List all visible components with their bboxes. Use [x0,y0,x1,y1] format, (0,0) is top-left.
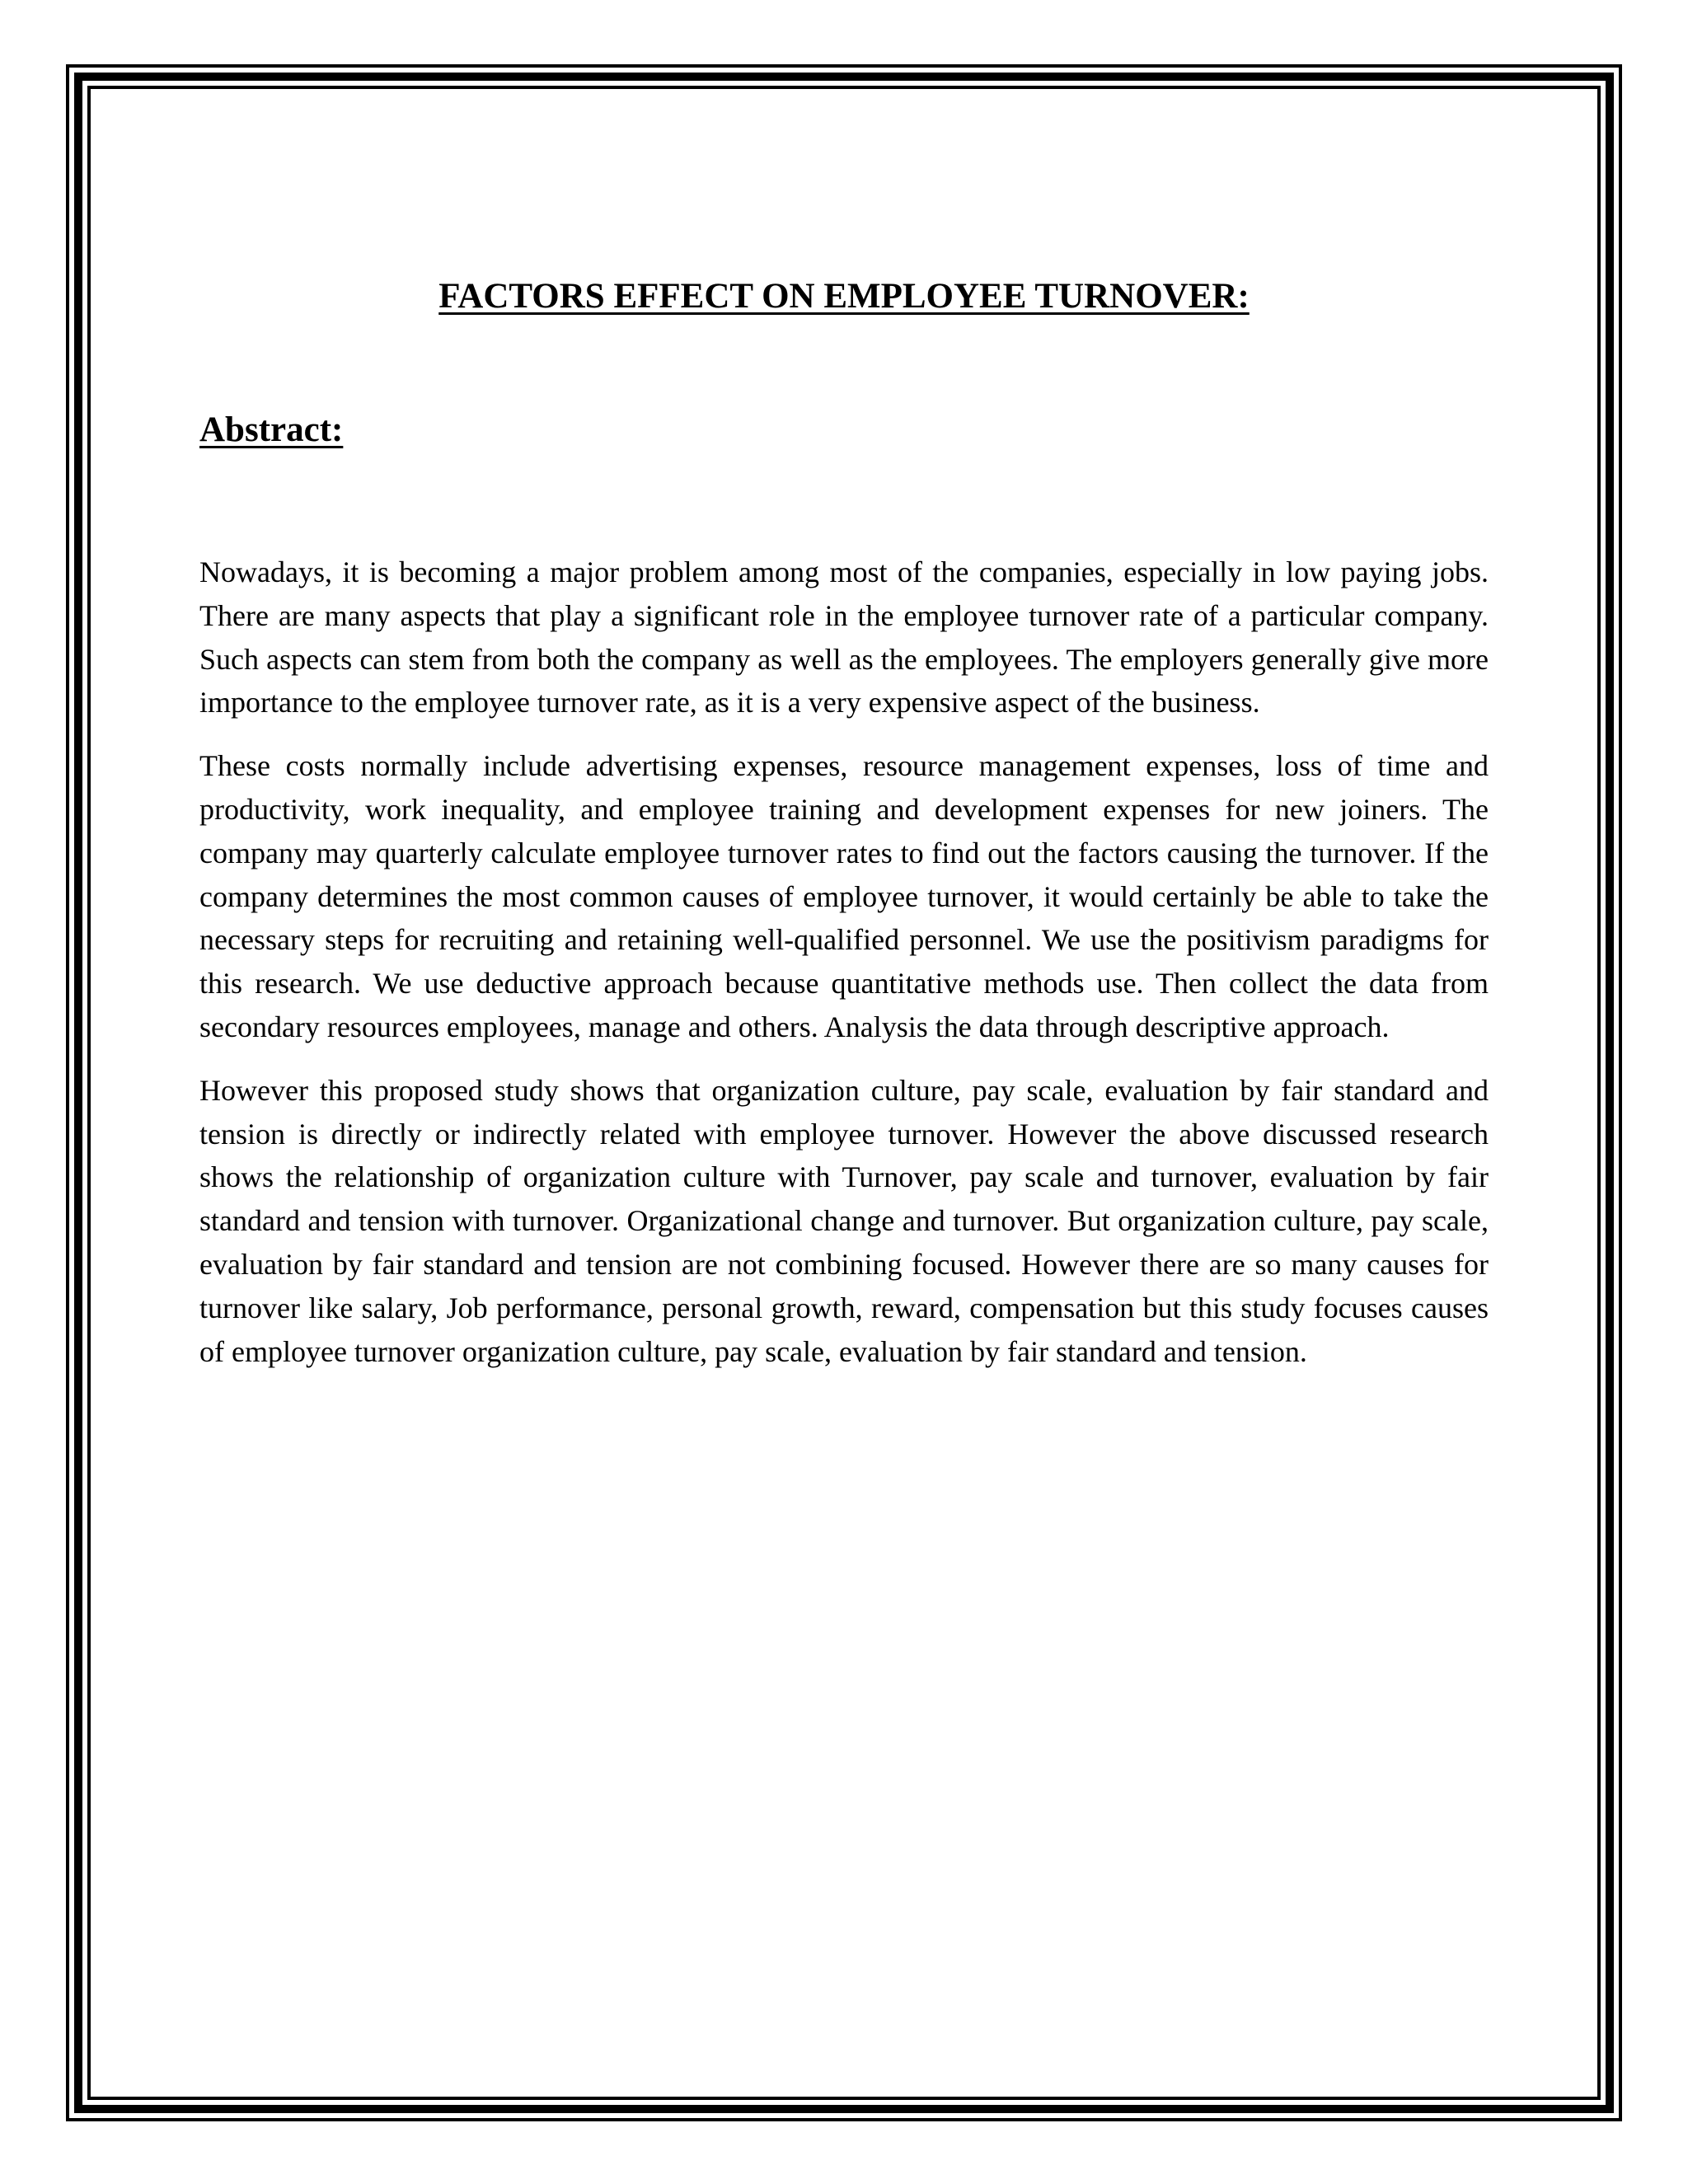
abstract-heading: Abstract: [199,410,344,449]
abstract-paragraph-2: These costs normally include advertising expenses, resource management expenses, loss of time and productivity, work inequality, and employee training and development expenses for new joiners. The company may quarterly calculate employee turnover rates to find out the factors causing the turnover. If the company determines the most common causes of employee turnover, it would certainly be able to take the necessary steps for recruiting and retaining well-qualified personnel. We use the positivism paradigms for this research. We use deductive approach because quantitative methods use. Then collect the data from secondary resources employees, manage and others. Analysis the data through descriptive approach. [199,749,1489,1043]
abstract-paragraph-3: However this proposed study shows that organization culture, pay scale, evaluation by fair standard and tension is directly or indirectly related with employee turnover. However the above discussed research shows the relationship of organization culture with Turnover, pay scale and turnover, evaluation by fair standard and tension with turnover. Organizational change and turnover. But organization culture, pay scale, evaluation by fair standard and tension are not combining focused. However there are so many causes for turnover like salary, Job performance, personal growth, reward, compensation but this study focuses causes of employee turnover organization culture, pay scale, evaluation by fair standard and tension. [199,1073,1489,1368]
document-body [199,272,1489,1373]
abstract-paragraph-1: Nowadays, it is becoming a major problem among most of the companies, especially in low paying jobs. There are many aspects that play a significant role in the employee turnover rate of a particular company. Such aspects can stem from both the company as well as the employees. The employers generally give more importance to the employee turnover rate, as it is a very expensive aspect of the business. [199,555,1489,719]
document-title: FACTORS EFFECT ON EMPLOYEE TURNOVER: [438,277,1250,316]
